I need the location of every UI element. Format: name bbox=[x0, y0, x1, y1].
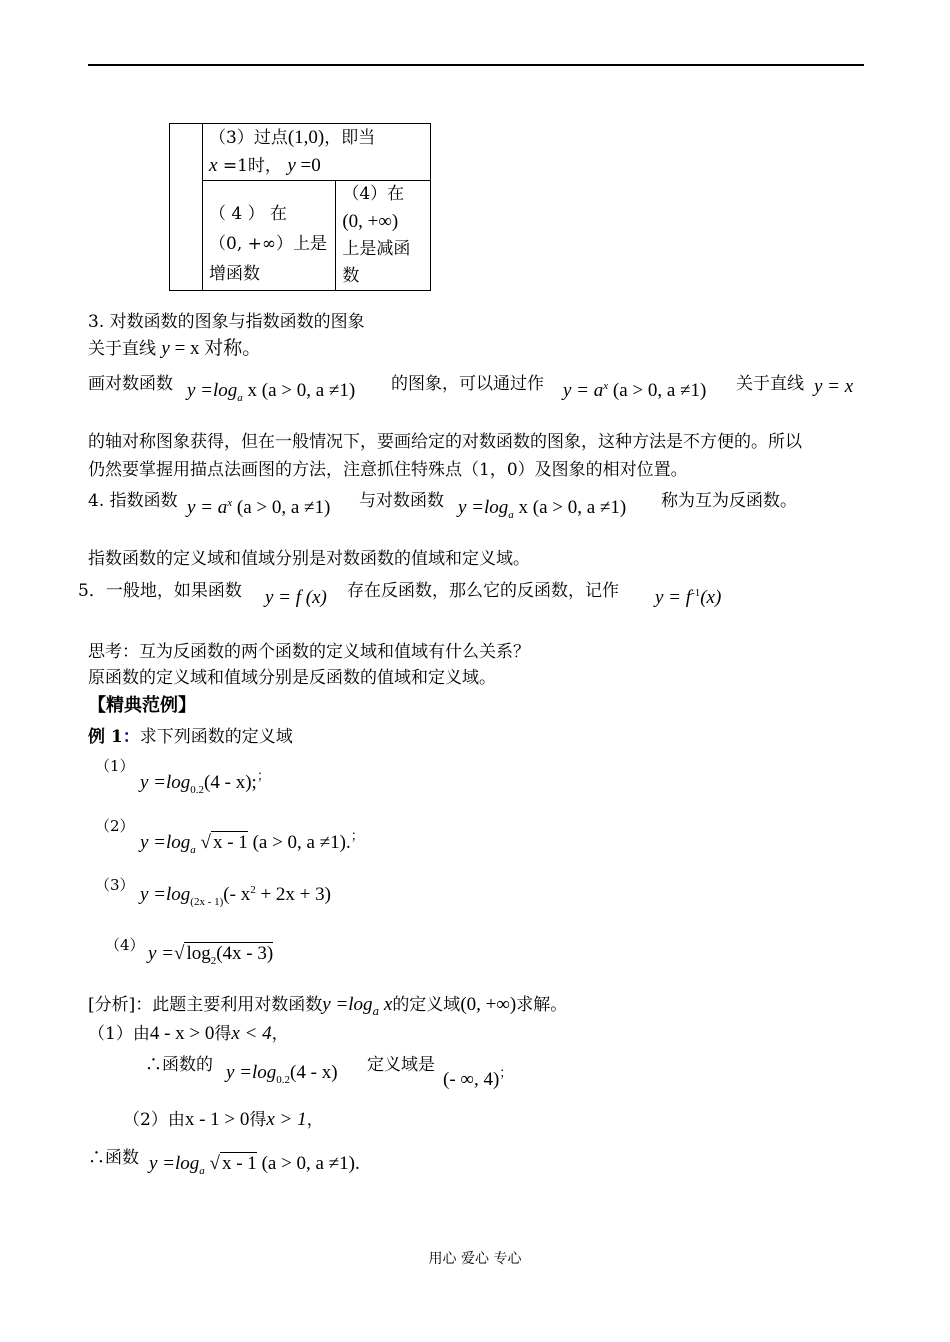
analysis-line: [分析]：此题主要利用对数函数$y =\log_a$ x的定义域(0, +∞)求解。 bbox=[88, 994, 568, 1018]
point-5-formula1: y = f (x) bbox=[265, 587, 327, 608]
item-1-formula: $y =\log_{0.2}(4$ - x);； bbox=[140, 768, 270, 796]
item-1-num: （1） bbox=[95, 757, 135, 775]
point-4-pre: 4. 指数函数 bbox=[88, 491, 178, 511]
table-cell-4-left: （ 4 ） 在 （0, +∞）上是 增函数 bbox=[203, 181, 336, 291]
point-4-mid: 与对数函数 bbox=[359, 491, 444, 511]
point-5-formula2: $y = f^{-1}(x)$ bbox=[655, 587, 722, 608]
point-5-pre: 5．一般地，如果函数 bbox=[78, 581, 242, 601]
solution-1-line1: （1）由4 - x > 0得x < 4， bbox=[88, 1023, 289, 1044]
section-title: 【精典范例】 bbox=[88, 695, 196, 716]
think-answer: 原函数的定义域和值域分别是反函数的值域和定义域。 bbox=[88, 668, 496, 688]
solution-2-formula: $y =\log_a$ √ x - 1 (a > 0, a ≠1). bbox=[149, 1153, 360, 1177]
draw-line2: 的轴对称图象获得，但在一般情况下，要画给定的对数函数的图象，这种方法是不方便的。所以 bbox=[88, 432, 802, 452]
draw-text-mid: 的图象，可以通过作 bbox=[391, 374, 544, 394]
item-3-formula: $y =\log_{(2x - 1)}(-$ $x^2 + 2x + 3$) bbox=[140, 884, 331, 908]
draw-text-pre: 画对数函数 bbox=[88, 374, 173, 394]
page-footer: 用心 爱心 专心 bbox=[428, 1251, 522, 1267]
solution-2-line1: （2）由x - 1 > 0得x > 1， bbox=[123, 1109, 324, 1130]
draw-line3: 仍然要掌握用描点法画图的方法，注意抓住特殊点（1，0）及图象的相对位置。 bbox=[88, 460, 688, 480]
think-question: 思考：互为反函数的两个函数的定义域和值域有什么关系？ bbox=[88, 642, 530, 662]
table-cell-4-right: （4）在 (0, +∞) 上是减函 数 bbox=[336, 181, 431, 291]
solution-1-line2-mid: 定义域是 bbox=[367, 1055, 435, 1075]
point-5-mid: 存在反函数，那么它的反函数，记作 bbox=[347, 581, 619, 601]
item-2-num: （2） bbox=[95, 817, 135, 835]
properties-table bbox=[169, 123, 431, 291]
solution-1-domain: (- ∞, 4)； bbox=[443, 1065, 513, 1090]
point-3-line1: 3. 对数函数的图象与指数函数的图象 bbox=[88, 312, 365, 332]
item-3-num: （3） bbox=[95, 876, 135, 894]
draw-formula-log: $y =\log_a$ x (a > 0, a ≠1) bbox=[187, 380, 356, 404]
draw-text-post: 关于直线 bbox=[736, 374, 804, 394]
table-cell-3: （3）过点(1,0)，即当 x =1时， y =0 bbox=[203, 124, 431, 181]
draw-formula-exp: $y = a^x$ (a > 0, a ≠1) bbox=[563, 380, 707, 401]
table-left-cell bbox=[170, 124, 203, 291]
point-4-log-formula: $y =\log_a$ x (a > 0, a ≠1) bbox=[458, 497, 627, 521]
point-4-post: 称为互为反函数。 bbox=[661, 491, 797, 511]
item-2-formula: $y =\log_a$ √ x - 1 (a > 0, a ≠1).； bbox=[140, 828, 364, 856]
draw-formula-line: y = x bbox=[814, 376, 854, 397]
solution-1-formula: $y =\log_{0.2}(4 - x)$ bbox=[226, 1062, 338, 1086]
solution-2-line2-pre: ∴函数 bbox=[88, 1148, 139, 1168]
item-4-formula: y =√ $\log_2(4x - 3)$ bbox=[148, 943, 274, 967]
solution-1-line2-pre: ∴函数的 bbox=[145, 1055, 213, 1075]
example-1-heading: 例 1：求下列函数的定义域 bbox=[88, 727, 293, 747]
header-rule bbox=[88, 64, 864, 66]
point-4-exp-formula: $y = a^x$ (a > 0, a ≠1) bbox=[187, 497, 331, 518]
item-4-num: （4） bbox=[105, 936, 145, 954]
point-4-line2: 指数函数的定义域和值域分别是对数函数的值域和定义域。 bbox=[88, 549, 530, 569]
point-3-line2: 关于直线 y = x 对称。 bbox=[88, 338, 262, 359]
